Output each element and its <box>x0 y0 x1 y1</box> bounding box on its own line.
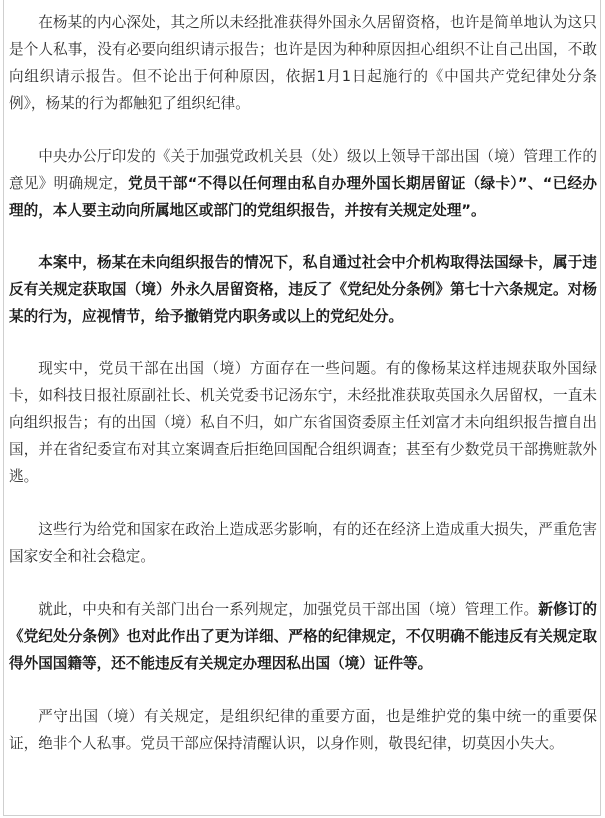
paragraph-2 <box>9 143 597 224</box>
paragraph-7 <box>9 703 597 757</box>
paragraph-6 <box>9 596 597 677</box>
paragraph-6-bold-text: 新修订的《党纪处分条例》也对此作出了更为详细、严格的纪律规定，不仅明确不能违反有关规定取得外国国籍等，还不能违反有关规定办理因私出国（境）证件等。 <box>9 601 597 672</box>
paragraph-1-text: 在杨某的内心深处，其之所以未经批准获得外国永久居留资格，也许是简单地认为这只是个人私事，没有必要向组织请示报告；也许是因为种种原因担心组织不让自己出国，不敢向组织请示报告。但不论出于何种原因，依据1月1日起施行的《中国共产党纪律处分条例》，杨某的行为都触犯了组织纪律。 <box>9 14 597 112</box>
paragraph-5-text: 这些行为给党和国家在政治上造成恶劣影响，有的还在经济上造成重大损失，严重危害国家安全和社会稳定。 <box>9 521 597 565</box>
paragraph-5 <box>9 516 597 570</box>
article-body <box>6 9 600 783</box>
paragraph-4 <box>9 355 597 490</box>
paragraph-4-text: 现实中，党员干部在出国（境）方面存在一些问题。有的像杨某这样违规获取外国绿卡，如科技日报社原副社长、机关党委书记汤东宁，未经批准获取英国永久居留权，一直未向组织报告；有的出国（境）私自不归，如广东省国资委原主任刘富才未向组织报告擅自出国，并在省纪委宣布对其立案调查后拒绝回国配合组织调查；甚至有少数党员干部携赃款外逃。 <box>9 360 597 485</box>
paragraph-2-bold-text: 党员干部“不得以任何理由私自办理外国长期居留证（绿卡）”、“已经办理的，本人要主动向所属地区或部门的党组织报告，并按有关规定处理”。 <box>9 175 597 219</box>
paragraph-6-text: 就此，中央和有关部门出台一系列规定，加强党员干部出国（境）管理工作。 <box>38 601 539 618</box>
paragraph-1 <box>9 9 597 117</box>
paragraph-3 <box>9 249 597 330</box>
paragraph-3-bold-text: 本案中，杨某在未向组织报告的情况下，私自通过社会中介机构取得法国绿卡，属于违反有关规定获取国（境）外永久居留资格，违反了《党纪处分条例》第七十六条规定。对杨某的行为，应视情节，给予撤销党内职务或以上的党纪处分。 <box>9 254 597 325</box>
article-frame <box>3 0 601 816</box>
paragraph-2-text: 中央办公厅印发的《关于加强党政机关县（处）级以上领导干部出国（境）管理工作的意见》明确规定， <box>9 148 597 192</box>
paragraph-7-text: 严守出国（境）有关规定，是组织纪律的重要方面，也是维护党的集中统一的重要保证，绝非个人私事。党员干部应保持清醒认识，以身作则，敬畏纪律，切莫因小失大。 <box>9 708 597 752</box>
